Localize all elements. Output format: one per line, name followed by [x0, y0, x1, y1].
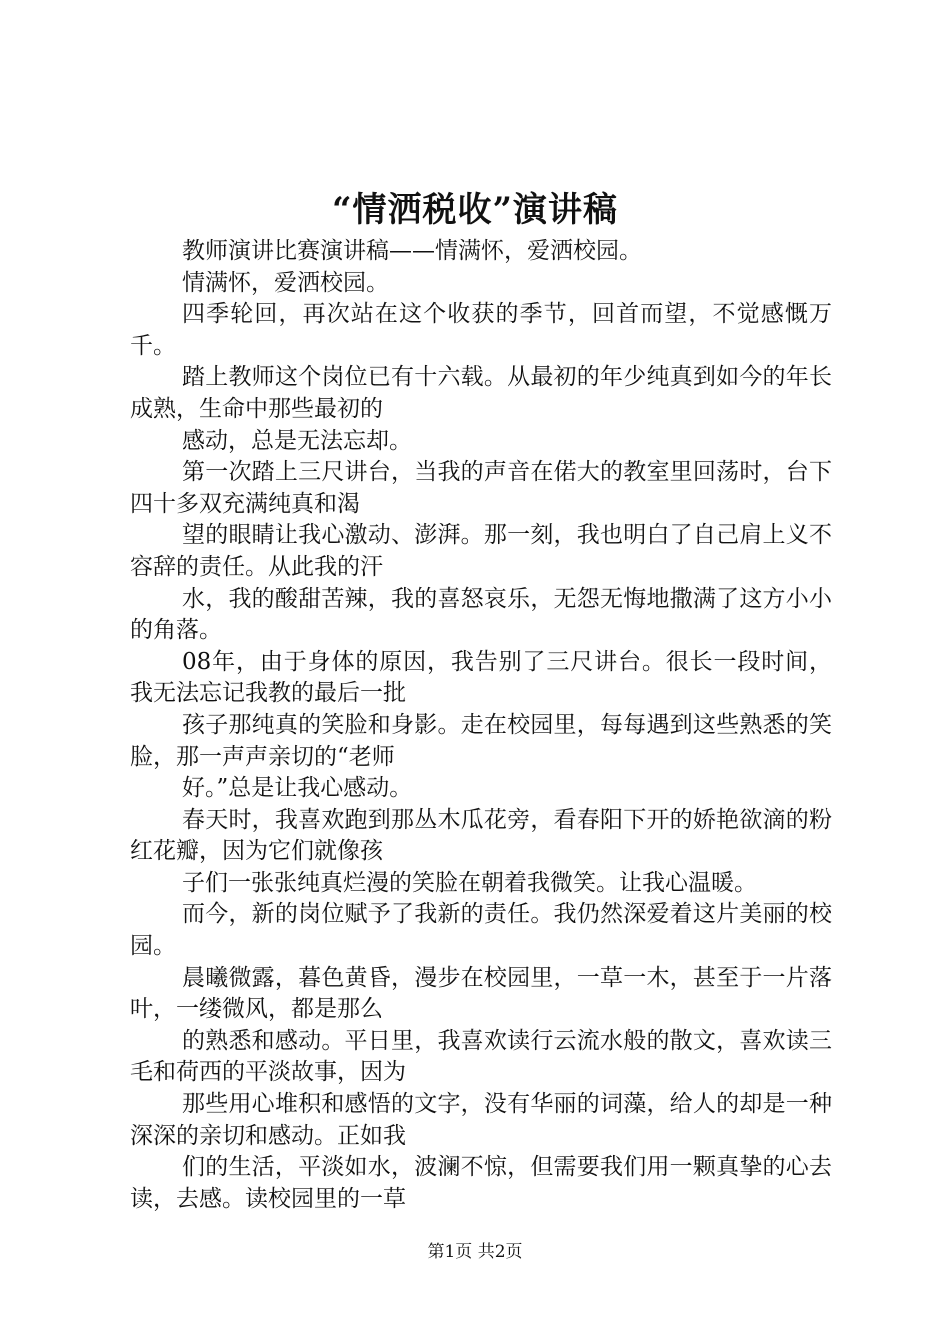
paragraph: 的熟悉和感动。平日里，我喜欢读行云流水般的散文，喜欢读三毛和荷西的平淡故事，因为 — [130, 1027, 832, 1086]
paragraph: 08年，由于身体的原因，我告别了三尺讲台。很长一段时间，我无法忘记我教的最后一批 — [130, 648, 832, 707]
paragraph: 子们一张张纯真烂漫的笑脸在朝着我微笑。让我心温暖。 — [182, 869, 757, 896]
paragraph: 孩子那纯真的笑脸和身影。走在校园里，每每遇到这些熟悉的笑脸，那一声声亲切的“老师 — [130, 711, 832, 770]
paragraph: 们的生活，平淡如水，波澜不惊，但需要我们用一颗真挚的心去读，去感。读校园里的一草 — [130, 1154, 832, 1212]
page-number-footer: 第1页 共2页 — [427, 1242, 523, 1262]
paragraph: 晨曦微露，暮色黄昏，漫步在校园里，一草一木，甚至于一片落叶，一缕微风，都是那么 — [130, 964, 832, 1023]
paragraph: 那些用心堆积和感悟的文字，没有华丽的词藻，给人的却是一种深深的亲切和感动。正如我 — [130, 1091, 832, 1149]
paragraph: 望的眼睛让我心激动、澎湃。那一刻，我也明白了自己肩上义不容辞的责任。从此我的汗 — [130, 522, 832, 580]
paragraph: 感动，总是无法忘却。 — [182, 427, 412, 454]
paragraph: 好。”总是让我心感动。 — [182, 775, 413, 802]
paragraph: 而今，新的岗位赋予了我新的责任。我仍然深爱着这片美丽的校园。 — [130, 901, 832, 960]
paragraph: 水，我的酸甜苦辣，我的喜怒哀乐，无怨无悔地撒满了这方小小的角落。 — [130, 585, 832, 644]
document-body — [130, 236, 832, 1215]
paragraph: 春天时，我喜欢跑到那丛木瓜花旁，看春阳下开的娇艳欲滴的粉红花瓣，因为它们就像孩 — [130, 806, 832, 865]
document-title: “情洒税收”演讲稿 — [331, 190, 619, 230]
paragraph: 情满怀，爱洒校园。 — [182, 269, 389, 296]
paragraph: 踏上教师这个岗位已有十六载。从最初的年少纯真到如今的年长成熟，生命中那些最初的 — [130, 364, 832, 422]
paragraph: 四季轮回，再次站在这个收获的季节，回首而望，不觉感慨万千。 — [130, 301, 832, 359]
paragraph: 第一次踏上三尺讲台，当我的声音在偌大的教室里回荡时，台下四十多双充满纯真和渴 — [130, 459, 832, 517]
paragraph: 教师演讲比赛演讲稿——情满怀，爱洒校园。 — [182, 238, 642, 264]
